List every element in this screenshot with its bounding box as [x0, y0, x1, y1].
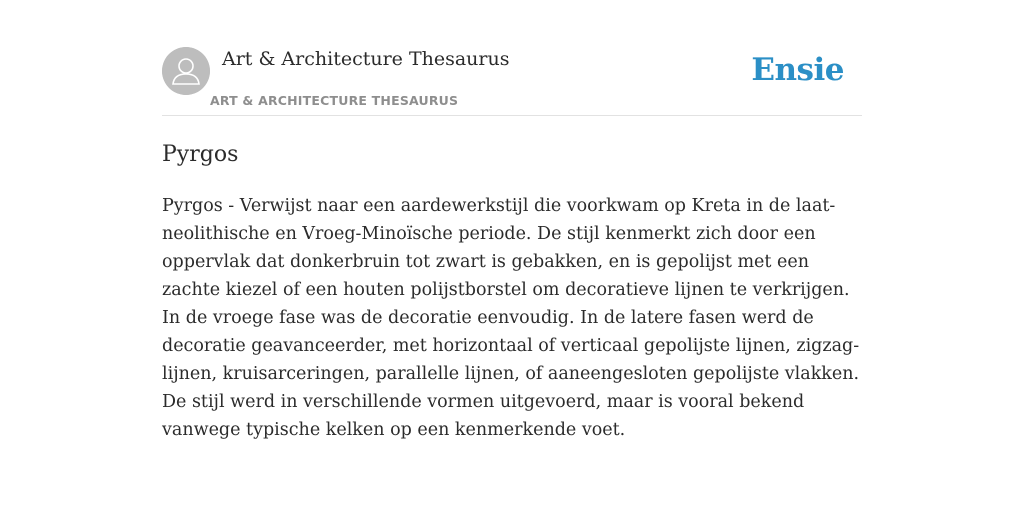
avatar[interactable]: [162, 47, 210, 95]
page-title: Pyrgos: [162, 142, 239, 167]
user-silhouette-icon: [162, 47, 210, 95]
brand-logo[interactable]: Ensie: [751, 52, 844, 88]
source-label[interactable]: ART & ARCHITECTURE THESAURUS: [210, 93, 459, 108]
card-header: [162, 46, 862, 116]
definition-text: Pyrgos - Verwijst naar een aardewerkstijl die voorkwam op Kreta in de laat-neolithische en Vroeg-Minoïsche periode. De stijl kenmerkt zich door een oppervlak dat donkerbruin tot zwart is gebakken, en is gepolijst met een zachte kiezel of een houten polijstborstel om decoratieve lijnen te verkrijgen. In de vroege fase was de decoratie eenvoudig. In de latere fasen werd de decoratie geavanceerder, met horizontaal of verticaal gepolijste lijnen, zigzag- lijnen, kruisarceringen, parallelle lijnen, of aaneengesloten gepolijste vlakken. De stijl werd in verschillende vormen uitgevoerd, maar is vooral bekend vanwege typische kelken op een kenmerkende voet.: [162, 196, 860, 440]
definition-card: [162, 0, 862, 512]
author-name[interactable]: Art & Architecture Thesaurus: [222, 48, 510, 70]
